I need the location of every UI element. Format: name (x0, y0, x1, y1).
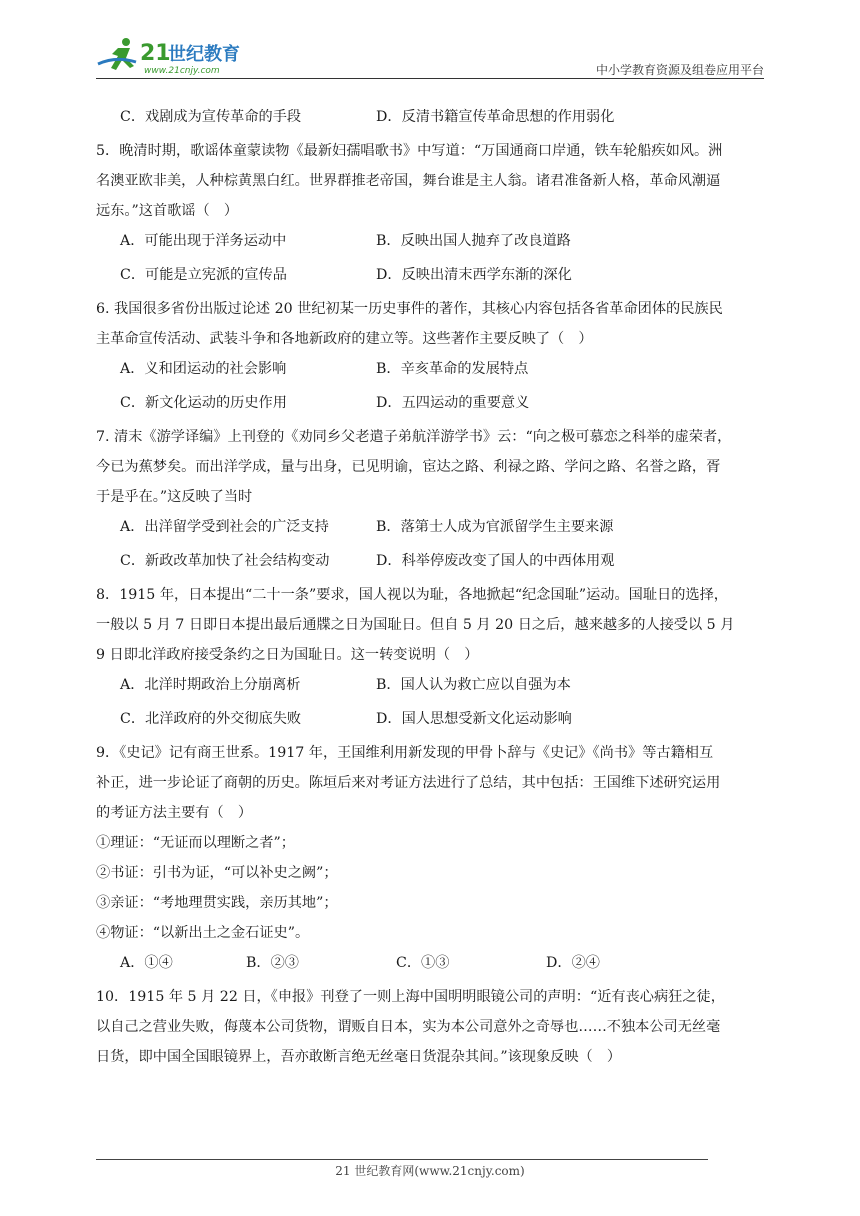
option-row (96, 354, 764, 384)
page-footer: 21 世纪教育网(www.21cnjy.com) (335, 1164, 525, 1178)
answer-option[interactable]: A．①④ (120, 955, 173, 971)
question-line: 9．《史记》记有商王世系。1917 年，王国维利用新发现的甲骨卜辞与《史记》《尚书》等古籍相互 (96, 745, 714, 761)
question-line: 8．1915 年，日本提出“二十一条”要求，国人视以为耻，各地掀起“纪念国耻”运动。国耻日的选择， (96, 587, 728, 603)
option-row (96, 388, 764, 418)
footer-divider (96, 1159, 708, 1160)
answer-option[interactable]: B．②③ (246, 955, 299, 971)
question-line: 远东。”这首歌谣（ ） (96, 203, 239, 219)
question-line: ①理证：“无证而以理断之者”； (96, 835, 295, 851)
question-line: 10．1915 年 5 月 22 日，《申报》刊登了一则上海中国明明眼镜公司的声明：“近有丧心病狂之徒， (96, 989, 725, 1005)
platform-name: 中小学教育资源及组卷应用平台 (595, 63, 764, 77)
site-logo (96, 34, 266, 78)
answer-option[interactable]: D．五四运动的重要意义 (376, 395, 530, 411)
question-content (96, 102, 764, 1072)
option-row (96, 102, 764, 132)
answer-option[interactable]: B．国人认为救亡应以自强为本 (376, 677, 571, 693)
question-line: 7. 清末《游学译编》上刊登的《劝同乡父老遣子弟航洋游学书》云：“向之极可慕恋之科举的虚荣者， (96, 429, 732, 445)
question-line: ③亲证：“考地理贯实践，亲历其地”； (96, 895, 338, 911)
answer-option[interactable]: C．北洋政府的外交彻底失败 (120, 711, 302, 727)
svg-text:21: 21 (140, 41, 171, 66)
page-header (96, 34, 764, 78)
option-row (96, 512, 764, 542)
question-line: 以自己之营业失败，侮蔑本公司货物，谓贩自日本，实为本公司意外之奇辱也……不独本公司无丝毫 (96, 1019, 721, 1035)
question-line: ④物证：“以新出土之金石证史”。 (96, 925, 310, 941)
option-row (96, 226, 764, 256)
question-line: 主革命宣传活动、武装斗争和各地新政府的建立等。这些著作主要反映了（ ） (96, 331, 593, 347)
answer-option[interactable]: D．反映出清末西学东渐的深化 (376, 267, 572, 283)
answer-option[interactable]: D．②④ (546, 955, 600, 971)
answer-option[interactable]: D．科举停废改变了国人的中西体用观 (376, 553, 615, 569)
question-line: 今已为蕉梦矣。而出洋学成，量与出身，已见明谕，宦达之路、利禄之路、学问之路、名誉之路，胥 (96, 459, 721, 475)
answer-option[interactable]: C．①③ (396, 955, 450, 971)
answer-option[interactable]: C．可能是立宪派的宣传品 (120, 267, 287, 283)
answer-option[interactable]: D．国人思想受新文化运动影响 (376, 711, 572, 727)
svg-text:世纪教育: 世纪教育 (168, 44, 240, 65)
answer-option[interactable]: A．出洋留学受到社会的广泛支持 (120, 519, 329, 535)
option-row (96, 670, 764, 700)
answer-option[interactable]: A．北洋时期政治上分崩离析 (120, 677, 301, 693)
answer-option[interactable]: C．新文化运动的历史作用 (120, 395, 287, 411)
answer-option[interactable]: C．戏剧成为宣传革命的手段 (120, 109, 302, 125)
option-row (96, 546, 764, 576)
option-row (96, 260, 764, 290)
answer-option[interactable]: B．落第士人成为官派留学生主要来源 (376, 519, 614, 535)
question-line: 日货，即中国全国眼镜界上，吾亦敢断言绝无丝毫日货混杂其间。”该现象反映（ ） (96, 1049, 622, 1065)
question-line: 名澳亚欧非美，人种棕黄黑白红。世界群推老帝国，舞台谁是主人翁。诸君准备新人格，革命风潮逼 (96, 173, 721, 189)
option-row (96, 948, 764, 978)
question-line: 6. 我国很多省份出版过论述 20 世纪初某一历史事件的著作，其核心内容包括各省革命团体的民族民 (96, 301, 723, 317)
question-line: 于是乎在。”这反映了当时 (96, 489, 253, 505)
question-line: 一般以 5 月 7 日即日本提出最后通牒之日为国耻日。但自 5 月 20 日之后，越来越多的人接受以 5 月 (96, 617, 735, 633)
answer-option[interactable]: D．反清书籍宣传革命思想的作用弱化 (376, 109, 615, 125)
question-line: 的考证方法主要有（ ） (96, 805, 253, 821)
question-line: 9 日即北洋政府接受条约之日为国耻日。这一转变说明（ ） (96, 647, 479, 663)
answer-option[interactable]: B．反映出国人抛弃了改良道路 (376, 233, 571, 249)
answer-option[interactable]: A．义和团运动的社会影响 (120, 361, 287, 377)
answer-option[interactable]: C．新政改革加快了社会结构变动 (120, 553, 330, 569)
question-line: 补正，进一步论证了商朝的历史。陈垣后来对考证方法进行了总结，其中包括：王国维下述研究运用 (96, 775, 721, 791)
svg-text:www.21cnjy.com: www.21cnjy.com (144, 66, 220, 76)
option-row (96, 704, 764, 734)
answer-option[interactable]: B．辛亥革命的发展特点 (376, 361, 529, 377)
question-line: ②书证：引书为证，“可以补史之阙”； (96, 865, 338, 881)
runner-icon (98, 38, 136, 70)
header-divider (96, 78, 764, 79)
answer-option[interactable]: A．可能出现于洋务运动中 (120, 233, 287, 249)
question-line: 5．晚清时期，歌谣体童蒙读物《最新妇孺唱歌书》中写道：“万国通商口岸通，铁车轮船疾如风。洲 (96, 143, 723, 159)
